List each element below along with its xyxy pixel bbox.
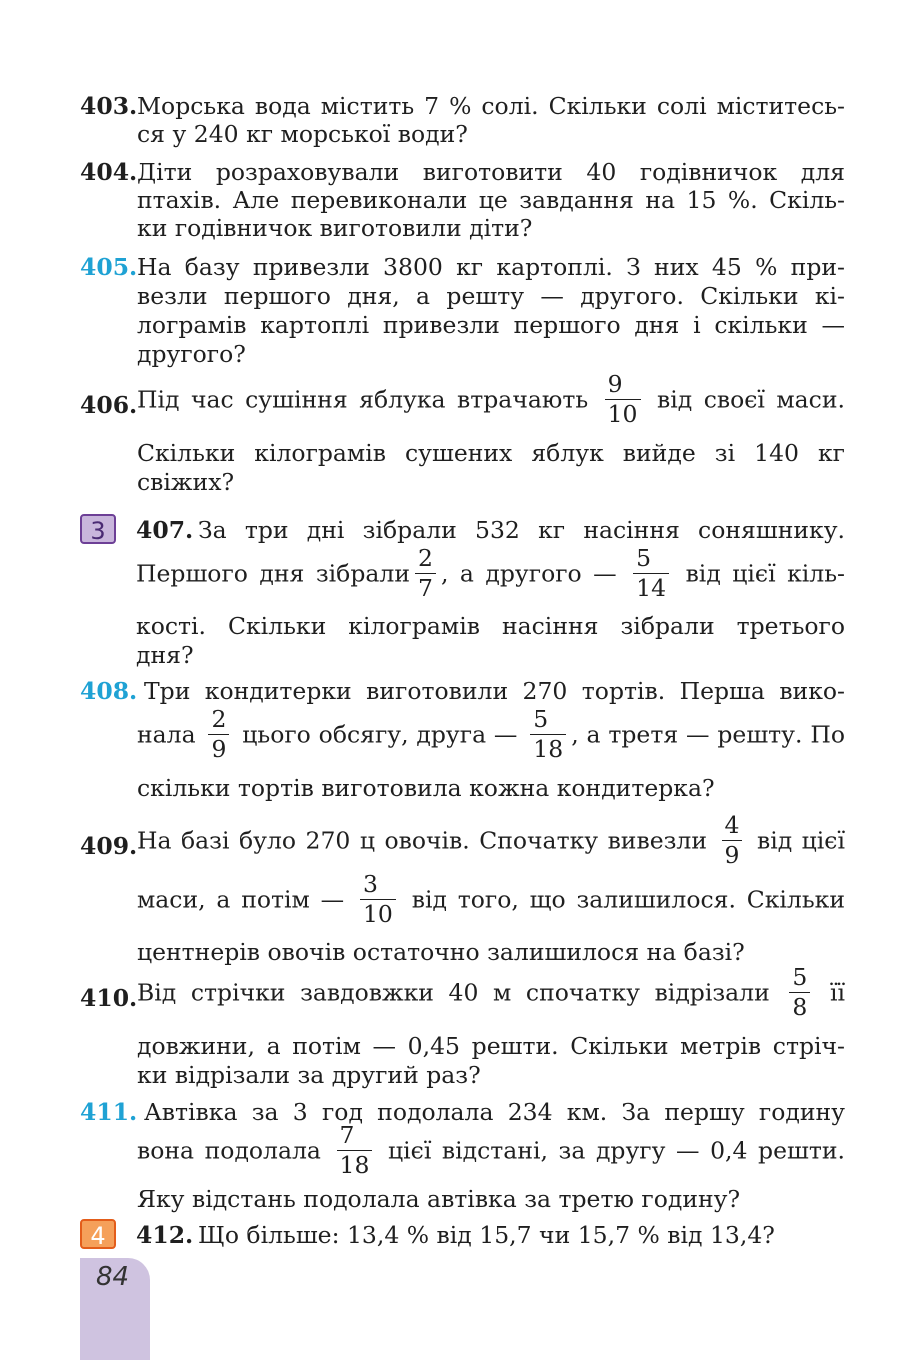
problem-text-line: дня?	[136, 641, 194, 669]
fraction-numerator: 2	[208, 707, 229, 735]
fraction-numerator: 7	[337, 1123, 373, 1151]
problem-number: 405.	[80, 253, 138, 281]
text-segment: На базі було 270 ц овочів. Спочатку вивезли	[137, 826, 708, 855]
text-segment: нала	[137, 720, 196, 749]
problem-text-line: другого?	[137, 340, 246, 368]
problem-text-line: Автівка за 3 год подолала 234 км. За першу годину	[144, 1098, 845, 1126]
problem-text-line: кості. Скільки кілограмів насіння зібрали третього	[136, 612, 845, 640]
problem-number: 410.	[80, 984, 138, 1012]
fraction	[208, 707, 229, 761]
problem-text-line: везли першого дня, а решту — другого. Скільки кі-	[137, 282, 845, 310]
problem-text-line	[137, 705, 845, 763]
problem-text-line	[137, 370, 845, 428]
text-segment: Під час сушіння яблука втрачають	[137, 385, 589, 414]
problem-text-line	[137, 870, 845, 928]
text-segment: від цієї	[756, 826, 845, 855]
problem-text-line: ся у 240 кг морської води?	[137, 120, 468, 148]
fraction-denominator: 18	[339, 1150, 370, 1179]
difficulty-level-badge: 4	[80, 1219, 116, 1249]
problem-text-line	[136, 544, 845, 602]
problem-number: 406.	[80, 391, 138, 419]
problem-number: 408.	[80, 677, 138, 705]
problem-text-line: На базу привезли 3800 кг картоплі. З них 45 % при-	[137, 253, 845, 281]
problem-text-line: Три кондитерки виготовили 270 тортів. Перша вико-	[144, 677, 845, 705]
problem-text-line: лограмів картоплі привезли першого дня і скільки —	[137, 311, 845, 339]
fraction	[530, 707, 566, 761]
problem-text-line: Яку відстань подолала автівка за третю годину?	[137, 1185, 741, 1213]
fraction-numerator: 4	[722, 813, 743, 841]
text-segment: Від стрічки завдовжки 40 м спочатку відрізали	[137, 978, 770, 1007]
text-segment: маси, а потім —	[137, 885, 345, 914]
problem-text-line	[137, 963, 845, 1021]
fraction-denominator: 14	[636, 573, 667, 602]
problem-text-line: скільки тортів виготовила кожна кондитерка?	[137, 774, 715, 802]
problem-number: 407.	[136, 516, 194, 544]
problem-text-line	[137, 811, 845, 869]
text-segment: , а другого —	[440, 559, 617, 588]
problem-text-line: Що більше: 13,4 % від 15,7 чи 15,7 % від 13,4?	[198, 1221, 775, 1249]
fraction	[633, 546, 669, 600]
fraction-numerator: 5	[530, 707, 566, 735]
text-segment: від своєї маси.	[657, 385, 845, 414]
fraction	[360, 872, 396, 926]
fraction	[415, 546, 436, 600]
fraction-numerator: 5	[633, 546, 669, 574]
fraction-denominator: 8	[792, 992, 808, 1021]
problem-text-line: довжини, а потім — 0,45 решти. Скільки метрів стріч-	[137, 1032, 845, 1060]
problem-text-line: Морська вода містить 7 % солі. Скільки солі міститесь-	[137, 92, 845, 120]
text-segment: від цієї кіль-	[685, 559, 845, 588]
fraction-numerator: 9	[605, 372, 641, 400]
problem-text-line: Діти розраховували виготовити 40 годівничок для	[137, 158, 845, 186]
problem-number: 411.	[80, 1098, 138, 1126]
fraction-denominator: 10	[362, 899, 393, 928]
fraction	[789, 965, 810, 1019]
fraction-numerator: 2	[415, 546, 436, 574]
problem-text-line: ки годівничок виготовили діти?	[137, 214, 533, 242]
problem-text-line: свіжих?	[137, 468, 235, 496]
fraction	[605, 372, 641, 426]
problem-text-line: Скільки кілограмів сушених яблук вийде зі 140 кг	[137, 439, 845, 467]
fraction-numerator: 5	[789, 965, 810, 993]
text-segment: , а третя — решту. По	[571, 720, 845, 749]
text-segment: вона подолала	[137, 1136, 321, 1165]
problem-text-line: центнерів овочів остаточно залишилося на базі?	[137, 938, 745, 966]
problem-text-line	[137, 1121, 845, 1179]
fraction-denominator: 9	[211, 734, 227, 763]
problem-text-line: ки відрізали за другий раз?	[137, 1061, 481, 1089]
text-segment: її	[829, 978, 845, 1007]
fraction-denominator: 10	[607, 399, 638, 428]
problem-number: 409.	[80, 832, 138, 860]
fraction	[337, 1123, 373, 1177]
text-segment: від того, що залишилося. Скільки	[411, 885, 845, 914]
difficulty-level-badge: 3	[80, 514, 116, 544]
problem-number: 412.	[136, 1221, 194, 1249]
fraction-denominator: 7	[417, 573, 433, 602]
problem-text-line: птахів. Але перевиконали це завдання на 15 %. Скіль-	[137, 186, 845, 214]
problem-text-line: За три дні зібрали 532 кг насіння соняшнику.	[198, 516, 845, 544]
fraction-numerator: 3	[360, 872, 396, 900]
text-segment: Першого дня зібрали	[136, 559, 410, 588]
fraction	[722, 813, 743, 867]
fraction-denominator: 18	[533, 734, 564, 763]
problem-number: 403.	[80, 92, 138, 120]
text-segment: цієї відстані, за другу — 0,4 решти.	[388, 1136, 845, 1165]
page-number: 84	[96, 1262, 130, 1292]
text-segment: цього обсягу, друга —	[242, 720, 518, 749]
problem-number: 404.	[80, 158, 138, 186]
fraction-denominator: 9	[724, 840, 740, 869]
